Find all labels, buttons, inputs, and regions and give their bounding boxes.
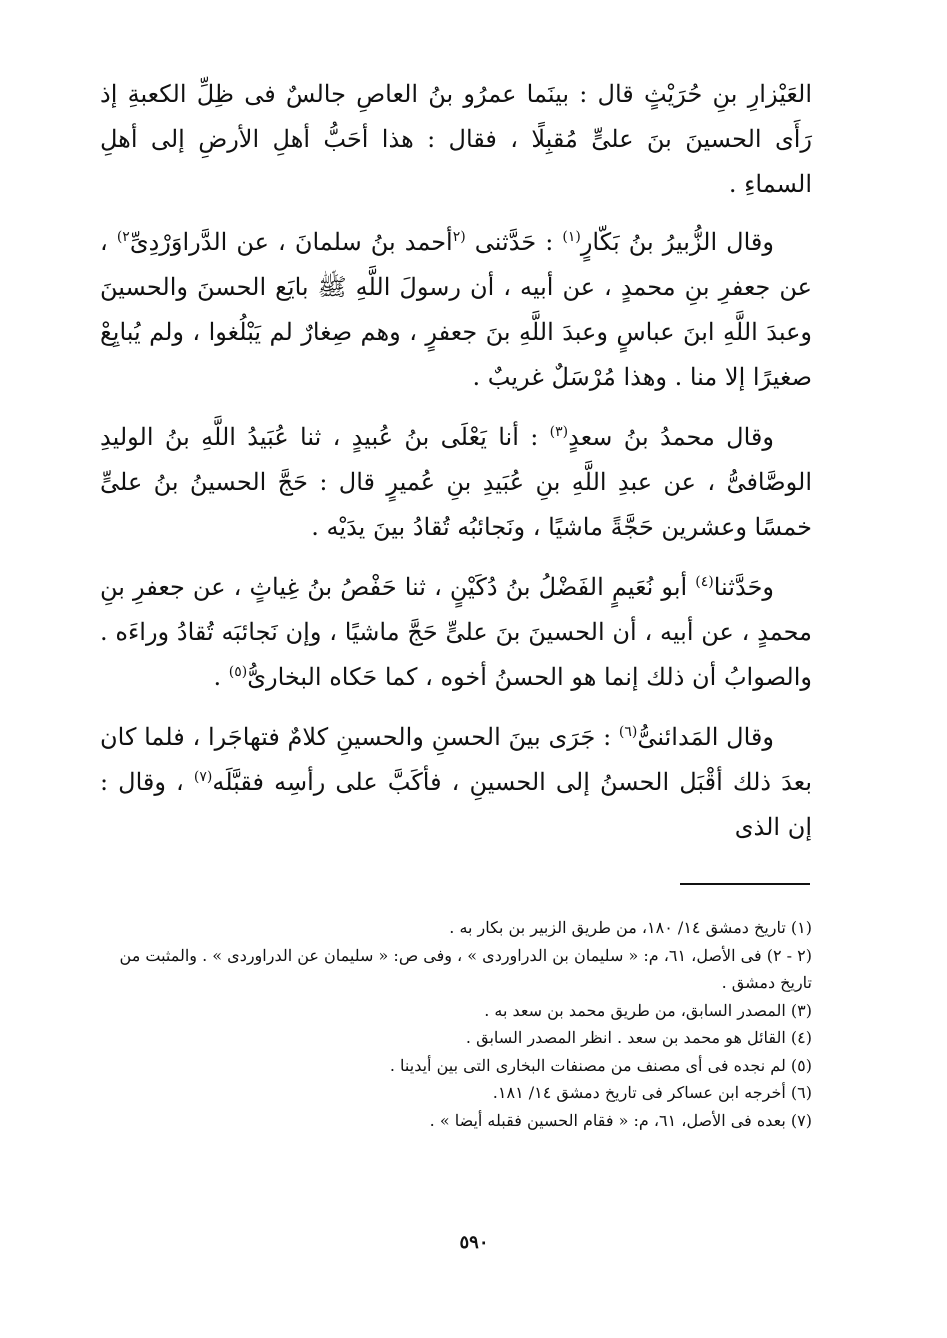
footnote-5: (٥) لم نجده فى أى مصنف من مصنفات البخارى التى بين أيدينا . xyxy=(389,1055,812,1075)
footnote-2: (٢ - ٢) فى الأصل، ٦١، م: « سليمان بن الدراوردى » ، وفى ص: « سليمان عن الدراوردى » . والمثبت من تاريخ دمشق . xyxy=(119,945,812,992)
footnote-1: (١) تاريخ دمشق ١٤/ ١٨٠، من طريق الزبير بن بكار به . xyxy=(449,918,812,937)
footnote-ref-2-open[interactable]: (٢ xyxy=(452,229,466,245)
footnote-divider xyxy=(680,883,810,885)
paragraph-2 xyxy=(100,220,812,400)
paragraph-2-text-middle: : حَدَّثنى xyxy=(465,228,563,256)
paragraph-2-text-start: وقال الزُّبيرُ بنُ بَكّارٍ xyxy=(580,228,774,256)
paragraph-4 xyxy=(100,565,812,700)
paragraph-2-text-middle2: أحمد بنُ سلمانَ ، عن الدَّراوَرْدِىِّ xyxy=(129,228,453,256)
paragraph-1-text: العَيْزارِ بنِ حُرَيْثٍ قال : بينَما عمرُو بنُ العاصِ جالسٌ فى ظِلِّ الكعبةِ إذ رَأَى الحسينَ بنَ علىٍّ مُقبِلًا ، فقال : هذا أحَبُّ أهلِ الأرضِ إلى أهلِ السماءِ . xyxy=(100,80,812,198)
footnote-7: (٧) بعده فى الأصل، ٦١، م: « فقام الحسين فقبله أيضا » . xyxy=(429,1110,812,1130)
page-number: ٥٩٠ xyxy=(459,1232,489,1253)
paragraph-5-text-middle: : جَرَى بينَ الحسنِ والحسينِ كلامٌ فتهاجَرا ، فلما كان بعدَ ذلك أقْبَل الحسنُ إلى الحسينِ ، فأكَبَّ على رأسِه فقبَّلَه xyxy=(100,723,813,796)
paragraph-2-text-end: ، عن جعفرِ بنِ محمدٍ ، عن أبيه ، أن رسولَ اللَّهِ ﷺ بايَع الحسنَ والحسينَ وعبدَ اللَّهِ ابنَ عباسٍ وعبدَ اللَّهِ بنَ جعفرٍ ، وهم صِغارٌ لم يَبْلُغوا ، ولم يُبايِعْ صغيرًا إلا منا . وهذا مُرْسَلٌ غريبٌ . xyxy=(100,228,812,391)
footnote-4: (٤) القائل هو محمد بن سعد . انظر المصدر السابق . xyxy=(465,1028,812,1047)
footnote-ref-1[interactable]: (١) xyxy=(562,229,581,245)
paragraph-1 xyxy=(100,72,812,207)
paragraph-4-text-middle: أبو نُعَيمٍ الفَضْلُ بنُ دُكَيْنٍ ، ثنا حَفْصُ بنُ غِياثٍ ، عن جعفرِ بنِ محمدٍ ، عن أبيه ، أن الحسينَ بنَ علىٍّ حَجَّ ماشيًا ، وإن نَجائبَه تُقادُ وراءَه . والصوابُ أن ذلك إنما هو الحسنُ أخوه ، كما حَكاه البخارىُّ xyxy=(100,573,812,691)
footnote-ref-3[interactable]: (٣) xyxy=(549,424,569,440)
paragraph-5-text-start: وقال المَدائنىُّ xyxy=(637,723,774,751)
main-text xyxy=(100,72,812,865)
paragraph-3-text-end: : أنا يَعْلَى بنُ عُبيدٍ ، ثنا عُبَيدُ اللَّهِ بنُ الوليدِ الوصَّافىُّ ، عن عبدِ اللَّهِ بنِ عُبَيدِ بنِ عُميرٍ قال : حَجَّ الحسينُ بنُ علىٍّ خمسًا وعشرين حَجَّةً ماشيًا ، ونَجائبُه تُقادُ بينَ يدَيْه . xyxy=(100,423,812,541)
footnote-3: (٣) المصدر السابق، من طريق محمد بن سعد به . xyxy=(484,1000,812,1020)
footnote-6: (٦) أخرجه ابن عساكر فى تاريخ دمشق ١٤/ ١٨١. xyxy=(492,1083,812,1102)
paragraph-5 xyxy=(100,715,812,850)
paragraph-4-text-end: . xyxy=(213,663,229,691)
footnote-ref-4[interactable]: (٤) xyxy=(695,574,714,590)
footnote-ref-5[interactable]: (٥) xyxy=(228,664,248,680)
paragraph-5-text-end: ، وقال : إن الذى xyxy=(100,768,812,841)
footnote-ref-7[interactable]: (٧) xyxy=(193,769,213,785)
paragraph-3-text-start: وقال محمدُ بنُ سعدٍ xyxy=(568,423,774,451)
footnote-ref-2-close[interactable]: ٢) xyxy=(116,229,130,245)
paragraph-4-text-start: وحَدَّثنا xyxy=(713,573,774,601)
paragraph-3 xyxy=(100,415,812,550)
footnotes xyxy=(100,914,812,1134)
footnote-ref-6[interactable]: (٦) xyxy=(618,724,638,740)
